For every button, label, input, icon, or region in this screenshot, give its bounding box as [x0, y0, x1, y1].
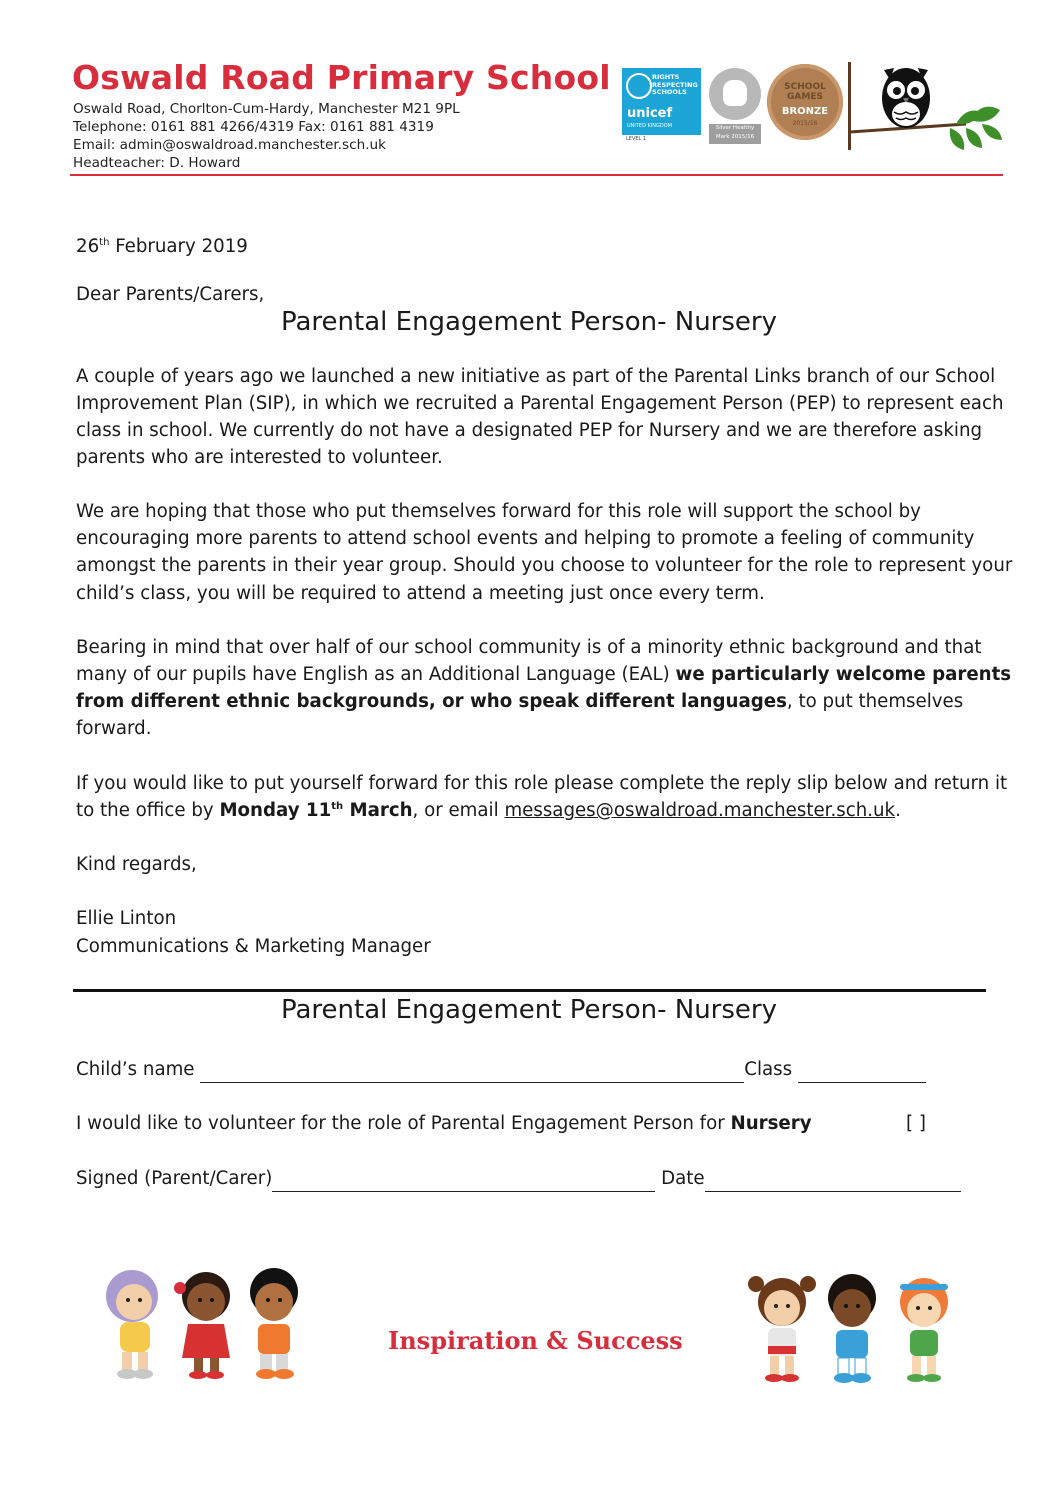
p4-line: [76, 797, 901, 824]
rrs-text: RIGHTS RESPECTING SCHOOLS: [652, 73, 698, 96]
p2-line: encouraging more parents to attend school events and helping to promote a feeling of community: [76, 528, 975, 549]
volunteer-row: [76, 1110, 812, 1137]
p3-line: forward.: [76, 718, 152, 739]
closing: Kind regards,: [76, 854, 197, 875]
salutation: Dear Parents/Carers,: [76, 284, 265, 305]
school-telephone: Telephone: 0161 881 4266/4319 Fax: 0161 881 4319: [73, 119, 434, 135]
signature-row: [76, 1165, 961, 1192]
games-year: 2015/16: [792, 120, 818, 127]
messages-email-link[interactable]: messages@oswaldroad.manchester.sch.uk: [504, 800, 896, 821]
p2-line: amongst the parents in their year group. Should you choose to volunteer for the role to represent your: [76, 555, 1013, 576]
games-award: BRONZE: [781, 106, 829, 117]
date-rest: February 2019: [109, 236, 248, 257]
rights-respecting-schools-logo: [622, 68, 701, 135]
p3-plain: , to put themselves: [786, 691, 964, 712]
p3-line: [76, 661, 1011, 688]
volunteer-checkbox[interactable]: [ ]: [906, 1113, 926, 1134]
school-email: Email: admin@oswaldroad.manchester.sch.uk: [73, 137, 387, 153]
reply-slip-divider: [73, 989, 986, 992]
unicef-text: unicef: [627, 106, 673, 121]
volunteer-text: I would like to volunteer for the role of Parental Engagement Person for: [76, 1113, 731, 1134]
p2-line: child’s class, you will be required to attend a meeting just once every term.: [76, 583, 765, 604]
date-suffix: th: [99, 236, 110, 248]
deadline-suffix: th: [331, 800, 344, 812]
headteacher: Headteacher: D. Howard: [73, 155, 241, 171]
signature-field[interactable]: [272, 1172, 655, 1192]
p1-line: class in school. We currently do not have a designated PEP for Nursery and we are therefore asking: [76, 420, 983, 441]
p3-line: Bearing in mind that over half of our school community is of a minority ethnic background and that: [76, 637, 982, 658]
school-name: Oswald Road Primary School: [72, 58, 611, 97]
school-motto: Inspiration & Success: [388, 1326, 683, 1355]
p4-plain: , or email: [412, 800, 505, 821]
deadline-date: [219, 800, 412, 821]
letter-date: [76, 233, 248, 260]
signer-title: Communications & Marketing Manager: [76, 936, 431, 957]
globe-icon: [626, 73, 652, 99]
deadline-day: Monday 11: [219, 800, 332, 821]
volunteer-class: Nursery: [730, 1113, 812, 1134]
p1-line: Improvement Plan (SIP), in which we recruited a Parental Engagement Person (PEP) to represent each: [76, 393, 1004, 414]
p1-line: parents who are interested to volunteer.: [76, 447, 443, 468]
healthy-schools-logo: [709, 68, 761, 120]
letter-title: Parental Engagement Person- Nursery: [280, 307, 777, 337]
p3-bold: from different ethnic backgrounds, or who speak different languages: [76, 691, 787, 712]
p4-line: If you would like to put yourself forward for this role please complete the reply slip below and return it: [76, 773, 1008, 794]
children-illustration-left: [96, 1266, 312, 1384]
reply-slip-title: Parental Engagement Person- Nursery: [280, 995, 777, 1025]
owl-on-branch-logo: [846, 62, 1006, 154]
figures-icon: [723, 80, 747, 106]
unicef-uk-text: UNITED KINGDOM: [627, 123, 672, 129]
p4-period: .: [895, 800, 901, 821]
deadline-month: March: [343, 800, 413, 821]
class-label: Class: [744, 1059, 798, 1080]
children-illustration-right: [748, 1270, 964, 1388]
class-field[interactable]: [798, 1063, 926, 1083]
date-label: Date: [655, 1168, 705, 1189]
date-field[interactable]: [705, 1172, 961, 1192]
letterhead-divider: [70, 174, 1003, 176]
date-day: 26: [76, 236, 100, 257]
child-name-row: [76, 1056, 926, 1083]
signer-name: Ellie Linton: [76, 908, 177, 929]
p3-plain: many of our pupils have English as an Additional Language (EAL): [76, 664, 676, 685]
p3-bold: we particularly welcome parents: [675, 664, 1012, 685]
signed-label: Signed (Parent/Carer): [76, 1168, 273, 1189]
silver-mark-caption: Silver Healthy Mark 2015/16: [709, 124, 761, 144]
games-title: SCHOOL GAMES: [784, 82, 826, 102]
p2-line: We are hoping that those who put themselves forward for this role will support the school by: [76, 501, 921, 522]
p3-line: [76, 688, 963, 715]
p1-line: A couple of years ago we launched a new initiative as part of the Parental Links branch of our School: [76, 366, 996, 387]
p4-plain: to the office by: [76, 800, 220, 821]
child-name-field[interactable]: [200, 1063, 744, 1083]
child-name-label: Child’s name: [76, 1059, 201, 1080]
school-games-bronze-logo: [767, 64, 843, 140]
school-address: Oswald Road, Chorlton-Cum-Hardy, Manchester M21 9PL: [73, 101, 460, 117]
rrs-level: LEVEL 1: [626, 136, 647, 142]
